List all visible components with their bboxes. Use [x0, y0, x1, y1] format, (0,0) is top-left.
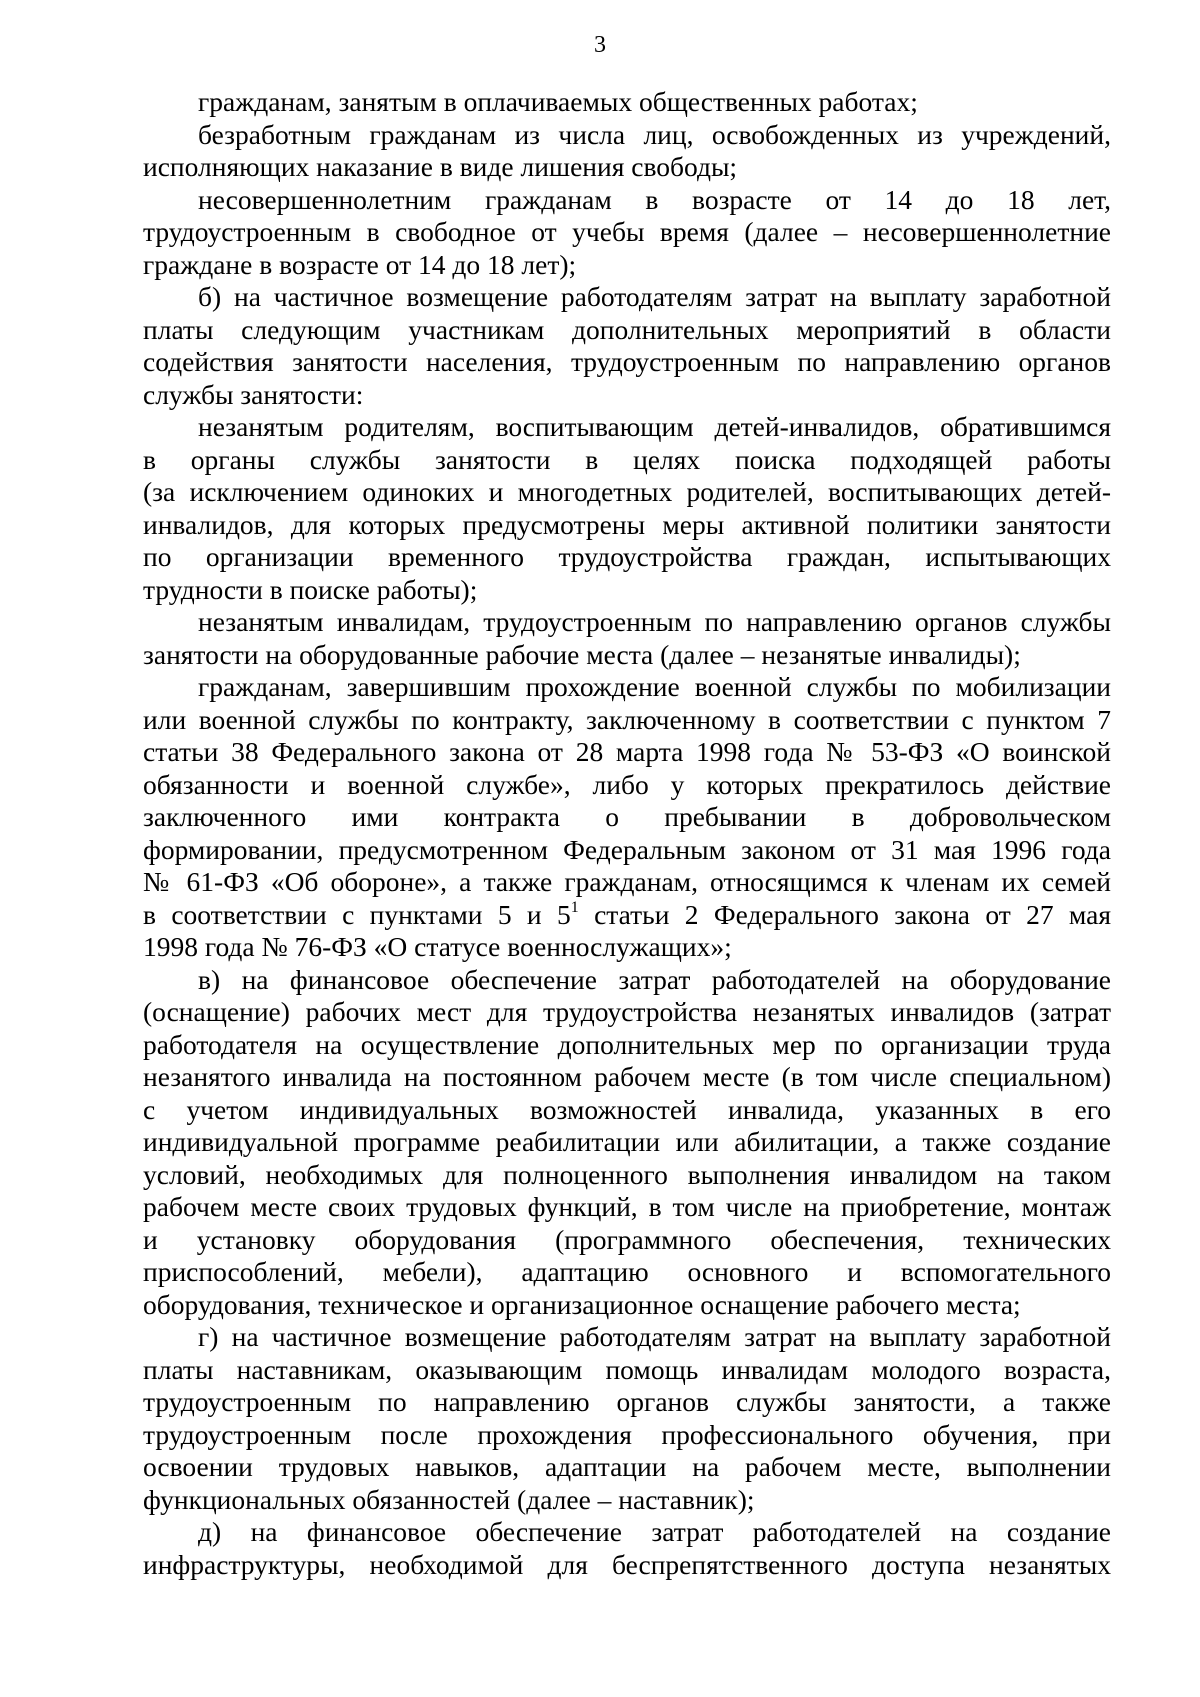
text-line: г) на частичное возмещение работодателям затрат на выплату заработной: [198, 1321, 1111, 1352]
text-line: б) на частичное возмещение работодателям затрат на выплату заработной: [198, 281, 1111, 312]
text-line: приспособлений, мебели), адаптацию основного и вспомогательного: [143, 1256, 1111, 1287]
text-line: и установку оборудования (программного обеспечения, технических: [143, 1223, 1111, 1255]
text-line: 1998 года № 76-ФЗ «О статусе военнослужащих»;: [143, 931, 732, 962]
text-line: по организации временного трудоустройства граждан, испытывающих: [143, 541, 1111, 572]
paragraph: [143, 671, 1111, 964]
text-line: (оснащение) рабочих мест для трудоустройства незанятых инвалидов (затрат: [143, 996, 1111, 1027]
text-line: несовершеннолетним гражданам в возрасте от 14 до 18 лет,: [198, 183, 1111, 215]
text-line: незанятым инвалидам, трудоустроенным по направлению органов службы: [198, 606, 1111, 637]
text-line: в) на финансовое обеспечение затрат работодателей на оборудование: [198, 963, 1111, 995]
paragraph: [143, 606, 1111, 671]
paragraph: [143, 411, 1111, 606]
text-line: рабочем месте своих трудовых функций, в том числе на приобретение, монтаж: [143, 1191, 1111, 1222]
text-line: трудоустроенным по направлению органов службы занятости, а также: [143, 1386, 1111, 1417]
text-line: обязанности и военной службе», либо у которых прекратилось действие: [143, 768, 1111, 800]
text-line: граждане в возрасте от 14 до 18 лет);: [143, 248, 577, 280]
paragraph: [143, 86, 1111, 119]
text-line: платы следующим участникам дополнительных мероприятий в области: [143, 313, 1111, 345]
text-segment: статьи 2 Федерального закона от 27 мая: [578, 898, 1111, 930]
paragraph: [143, 1516, 1111, 1581]
text-line: службы занятости:: [143, 378, 364, 410]
text-line: трудности в поиске работы);: [143, 573, 478, 605]
paragraph: [143, 964, 1111, 1322]
text-line: статьи 38 Федерального закона от 28 марта 1998 года № 53-ФЗ «О воинской: [143, 736, 1111, 767]
text-line: гражданам, завершившим прохождение военной службы по мобилизации: [198, 671, 1111, 702]
text-line: безработным гражданам из числа лиц, освобожденных из учреждений,: [198, 118, 1111, 150]
text-line: в органы службы занятости в целях поиска подходящей работы: [143, 443, 1111, 475]
superscript: 1: [570, 898, 579, 916]
text-line: трудоустроенным после прохождения профессионального обучения, при: [143, 1418, 1111, 1450]
text-line: с учетом индивидуальных возможностей инвалида, указанных в его: [143, 1093, 1111, 1125]
text-line: исполняющих наказание в виде лишения свободы;: [143, 151, 738, 182]
paragraph: [143, 281, 1111, 411]
paragraph: [143, 184, 1111, 282]
text-line: незанятым родителям, воспитывающим детей-инвалидов, обратившимся: [198, 411, 1111, 442]
text-line: формировании, предусмотренном Федеральным законом от 31 мая 1996 года: [143, 833, 1111, 865]
text-line: незанятого инвалида на постоянном рабочем месте (в том числе специальном): [143, 1061, 1111, 1092]
text-line: оборудования, техническое и организационное оснащение рабочего места;: [143, 1288, 1021, 1320]
text-line: работодателя на осуществление дополнительных мер по организации труда: [143, 1028, 1111, 1060]
text-line: освоении трудовых навыков, адаптации на рабочем месте, выполнении: [143, 1451, 1111, 1482]
paragraph: [143, 1321, 1111, 1516]
paragraph: [143, 119, 1111, 184]
text-line: занятости на оборудованные рабочие места (далее – незанятые инвалиды);: [143, 638, 1021, 670]
text-line: содействия занятости населения, трудоустроенным по направлению органов: [143, 346, 1111, 377]
text-line: № 61-ФЗ «Об обороне», а также гражданам, относящимся к членам их семей: [143, 866, 1111, 897]
text-line: условий, необходимых для полноценного выполнения инвалидом на таком: [143, 1158, 1111, 1190]
text-line: гражданам, занятым в оплачиваемых общественных работах;: [198, 86, 918, 117]
text-line: инфраструктуры, необходимой для беспрепятственного доступа незанятых: [143, 1548, 1111, 1580]
text-line: инвалидов, для которых предусмотрены меры активной политики занятости: [143, 508, 1111, 540]
page-number: 3: [594, 32, 606, 58]
text-line: заключенного ими контракта о пребывании в добровольческом: [143, 801, 1111, 832]
text-line: (за исключением одиноких и многодетных родителей, воспитывающих детей-: [143, 476, 1111, 507]
text-line: трудоустроенным в свободное от учебы время (далее – несовершеннолетние: [143, 216, 1111, 247]
document-body: [143, 86, 1111, 1581]
text-line: индивидуальной программе реабилитации или абилитации, а также создание: [143, 1126, 1111, 1157]
text-line: платы наставникам, оказывающим помощь инвалидам молодого возраста,: [143, 1353, 1111, 1385]
text-segment: в соответствии с пунктами 5 и 5: [143, 898, 571, 930]
text-line: функциональных обязанностей (далее – наставник);: [143, 1483, 755, 1515]
text-line: [143, 899, 1111, 932]
text-line: или военной службы по контракту, заключенному в соответствии с пунктом 7: [143, 703, 1111, 735]
text-line: д) на финансовое обеспечение затрат работодателей на создание: [198, 1516, 1111, 1547]
